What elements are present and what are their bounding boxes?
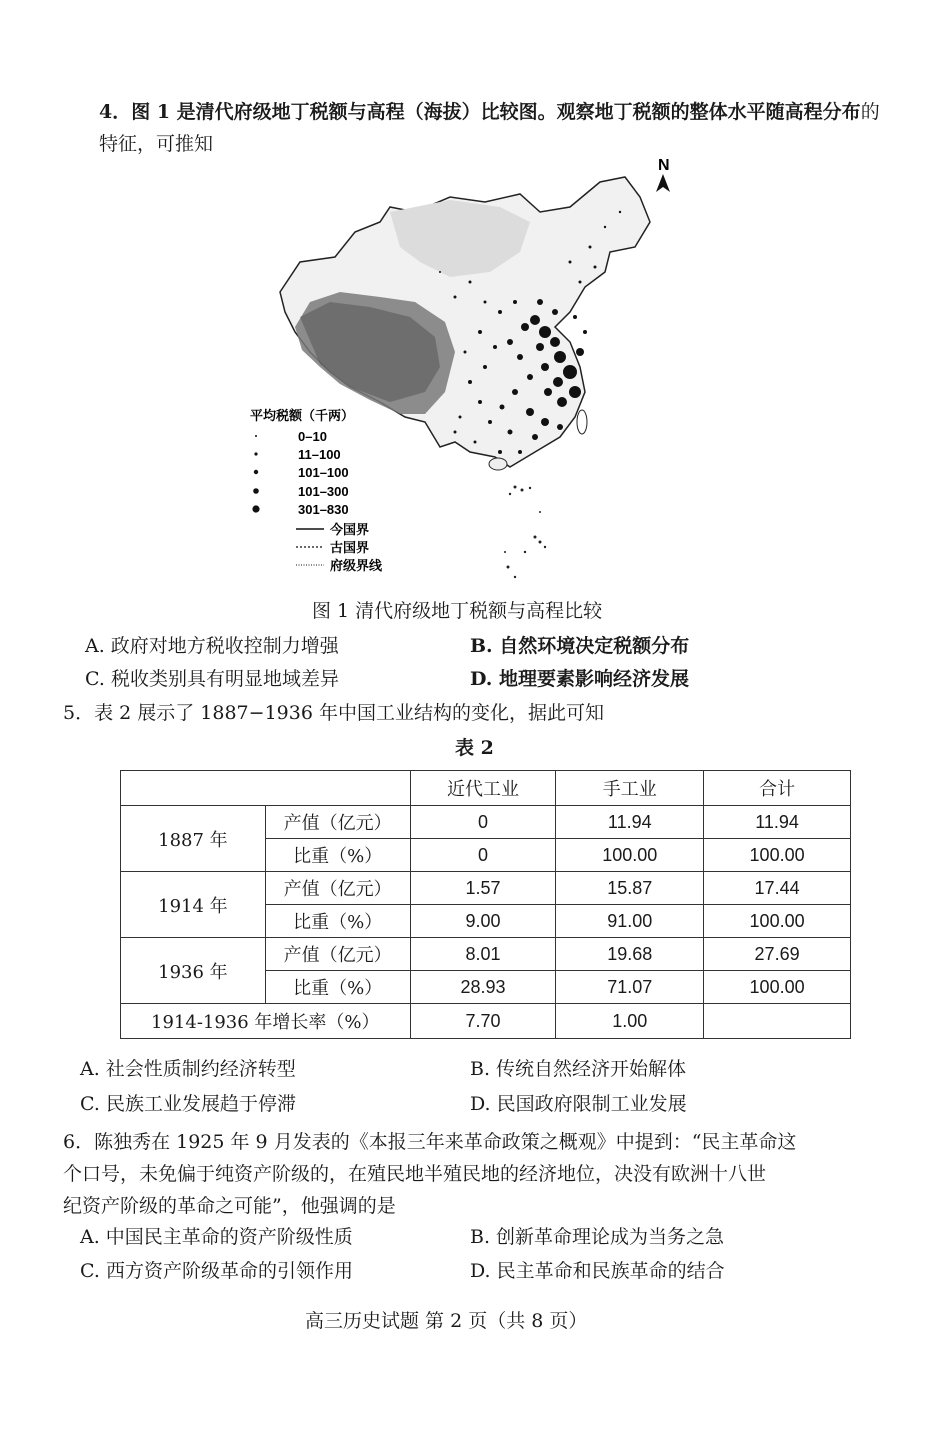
legend-label-3: 101–100: [298, 465, 349, 480]
table-row: [121, 872, 851, 905]
value-cell: 9.00: [410, 905, 556, 938]
value-cell: 17.44: [704, 872, 851, 905]
value-cell: 100.00: [556, 839, 704, 872]
legend-dot-3: [254, 470, 258, 474]
row-label: 比重（%）: [265, 839, 410, 872]
q6-stem-line-3: 纪资产阶级的革命之可能”，他强调的是: [63, 1195, 396, 1217]
q5-stem: 5．表 2 展示了 1887−1936 年中国工业结构的变化，据此可知: [63, 702, 604, 724]
q6-option-a[interactable]: A. 中国民主革命的资产阶级性质: [80, 1226, 353, 1248]
value-cell: 91.00: [556, 905, 704, 938]
growth-value: 7.70: [410, 1004, 556, 1039]
value-cell: 19.68: [556, 938, 704, 971]
q5-option-c[interactable]: C. 民族工业发展趋于停滞: [80, 1093, 296, 1115]
q4-option-a[interactable]: A. 政府对地方税收控制力增强: [85, 635, 339, 657]
year-cell: 1914 年: [121, 872, 266, 938]
value-cell: 0: [410, 839, 556, 872]
row-label: 比重（%）: [265, 971, 410, 1004]
page-footer: 高三历史试题 第 2 页（共 8 页）: [305, 1310, 588, 1332]
row-label: 产值（亿元）: [265, 938, 410, 971]
value-cell: 100.00: [704, 905, 851, 938]
value-cell: 11.94: [556, 806, 704, 839]
legend-dot-4: [253, 488, 259, 494]
row-label: 比重（%）: [265, 905, 410, 938]
q4-stem-bold: 图 1 是清代府级地丁税额与高程（海拔）比较图。观察地丁税额的整体水平随高程分布: [131, 101, 861, 123]
legend-label-2: 11–100: [298, 447, 341, 462]
value-cell: 100.00: [704, 971, 851, 1004]
south-sea-islands: [504, 486, 546, 579]
q5-option-a[interactable]: A. 社会性质制约经济转型: [80, 1058, 296, 1080]
q4-option-c[interactable]: C. 税收类别具有明显地域差异: [85, 668, 339, 690]
value-cell: 27.69: [704, 938, 851, 971]
value-cell: 8.01: [410, 938, 556, 971]
q4-stem-tail: 的特征，可推知: [99, 101, 880, 155]
header-cell-total: 合计: [704, 771, 851, 806]
hainan-outline: [489, 458, 507, 470]
table-2-title: 表 2: [455, 737, 494, 759]
north-arrow-icon: [656, 174, 670, 192]
header-cell-handicraft: 手工业: [556, 771, 704, 806]
growth-value: 1.00: [556, 1004, 704, 1039]
value-cell: 1.57: [410, 872, 556, 905]
year-cell: 1936 年: [121, 938, 266, 1004]
q5-option-d[interactable]: D. 民国政府限制工业发展: [470, 1093, 687, 1115]
growth-label: 1914-1936 年增长率（%）: [121, 1004, 411, 1039]
q4-option-b[interactable]: B. 自然环境决定税额分布: [470, 635, 690, 657]
value-cell: 15.87: [556, 872, 704, 905]
legend-dot-1: [255, 435, 257, 437]
q4-option-d[interactable]: D. 地理要素影响经济发展: [470, 668, 690, 690]
legend-label-ancient: 古国界: [330, 541, 370, 556]
legend-dot-5: [252, 505, 259, 512]
q4-number: 4．: [99, 101, 132, 123]
growth-value: [704, 1004, 851, 1039]
legend-label-4: 101–300: [298, 484, 349, 499]
value-cell: 11.94: [704, 806, 851, 839]
legend-label-prefecture: 府级界线: [330, 559, 383, 574]
legend-dot-2: [254, 452, 257, 455]
q4-stem: [99, 96, 889, 160]
header-cell-empty: [121, 771, 411, 806]
table-header-row: [121, 771, 851, 806]
q6-stem-line-2: 个口号，未免偏于纯资产阶级的，在殖民地半殖民地的经济地位，决没有欧洲十八世: [63, 1163, 767, 1185]
figure-1-caption: 图 1 清代府级地丁税额与高程比较: [312, 600, 603, 622]
legend-title: 平均税额（千两）: [250, 409, 355, 424]
row-label: 产值（亿元）: [265, 806, 410, 839]
industry-structure-table: [120, 770, 851, 1039]
table-row: [121, 938, 851, 971]
legend-label-5: 301–830: [298, 502, 349, 517]
q6-option-c[interactable]: C. 西方资产阶级革命的引领作用: [80, 1260, 353, 1282]
taiwan-outline: [577, 410, 587, 434]
q5-option-b[interactable]: B. 传统自然经济开始解体: [470, 1058, 687, 1080]
value-cell: 0: [410, 806, 556, 839]
year-cell: 1887 年: [121, 806, 266, 872]
legend-label-1: 0–10: [298, 429, 327, 444]
q6-option-b[interactable]: B. 创新革命理论成为当务之急: [470, 1226, 725, 1248]
legend-label-modern: 今国界: [330, 523, 370, 538]
qing-tax-map: [240, 152, 700, 587]
value-cell: 71.07: [556, 971, 704, 1004]
header-cell-modern: 近代工业: [410, 771, 556, 806]
north-arrow-label: N: [658, 157, 670, 174]
row-label: 产值（亿元）: [265, 872, 410, 905]
q6-stem-line-1: 6．陈独秀在 1925 年 9 月发表的《本报三年来革命政策之概观》中提到：“民主革命这: [63, 1131, 797, 1153]
value-cell: 28.93: [410, 971, 556, 1004]
table-row: [121, 806, 851, 839]
value-cell: 100.00: [704, 839, 851, 872]
growth-row: [121, 1004, 851, 1039]
q6-option-d[interactable]: D. 民主革命和民族革命的结合: [470, 1260, 725, 1282]
